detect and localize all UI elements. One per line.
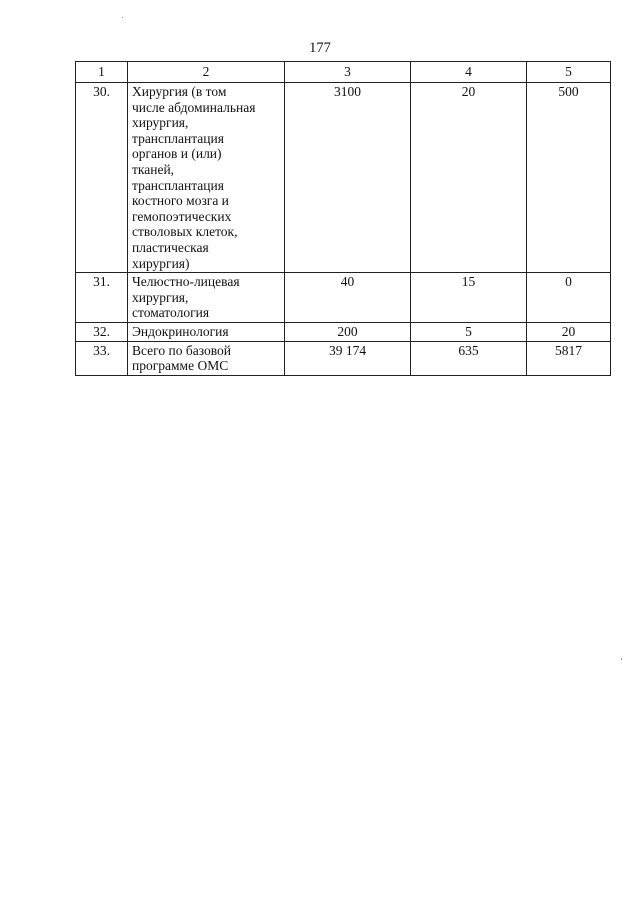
table-row-30 [76,83,611,273]
row-name-line: хирургия, [132,289,189,305]
table-row-32 [76,322,611,341]
row-name-line: органов и (или) [132,146,222,162]
scan-speck-right [621,658,622,660]
row-value-col3: 39 174 [285,341,411,375]
row-value-col5: 500 [527,83,611,273]
row-name-line: костного мозга и [132,193,229,209]
row-name [128,322,285,341]
row-value-col4: 20 [411,83,527,273]
row-value-col3: 3100 [285,83,411,273]
row-name-line: Хирургия (в том [132,84,227,99]
row-name-line: пластическая [132,239,209,255]
row-name [128,83,285,273]
row-name-line: Челюстно-лицевая [132,274,240,290]
header-cell-2: 2 [128,62,285,83]
header-cell-4: 4 [411,62,527,83]
row-name-line: хирургия, [132,115,189,131]
row-name [128,341,285,375]
row-name-line: Всего по базовой [132,342,231,358]
header-cell-1: 1 [76,62,128,83]
row-number: 31. [76,273,128,323]
row-name-line: Эндокринология [132,323,229,339]
header-cell-3: 3 [285,62,411,83]
row-value-col3: 40 [285,273,411,323]
row-value-col4: 15 [411,273,527,323]
row-number: 33. [76,341,128,375]
row-number: 32. [76,322,128,341]
row-number: 30. [76,83,128,273]
row-name-line: тканей, [132,161,175,177]
row-value-col5: 0 [527,273,611,323]
page-number: 177 [309,40,331,56]
row-value-col3: 200 [285,322,411,341]
row-name [128,273,285,323]
row-name-line: трансплантация [132,177,224,193]
row-value-col4: 635 [411,341,527,375]
row-name-line: стоматология [132,305,210,321]
scan-speck-top [122,17,123,18]
row-value-col5: 5817 [527,341,611,375]
table-row-31 [76,273,611,323]
row-name-line: гемопоэтических [132,208,232,224]
data-table [75,61,611,376]
row-name-line: стволовых клеток, [132,224,238,240]
row-value-col4: 5 [411,322,527,341]
row-name-line: программе ОМС [132,358,229,374]
row-name-line: числе абдоминальная [132,99,256,115]
row-name-line: хирургия) [132,255,190,271]
row-name-line: трансплантация [132,130,224,146]
table-row-33 [76,341,611,375]
row-value-col5: 20 [527,322,611,341]
header-cell-5: 5 [527,62,611,83]
table-header-row [76,62,611,83]
